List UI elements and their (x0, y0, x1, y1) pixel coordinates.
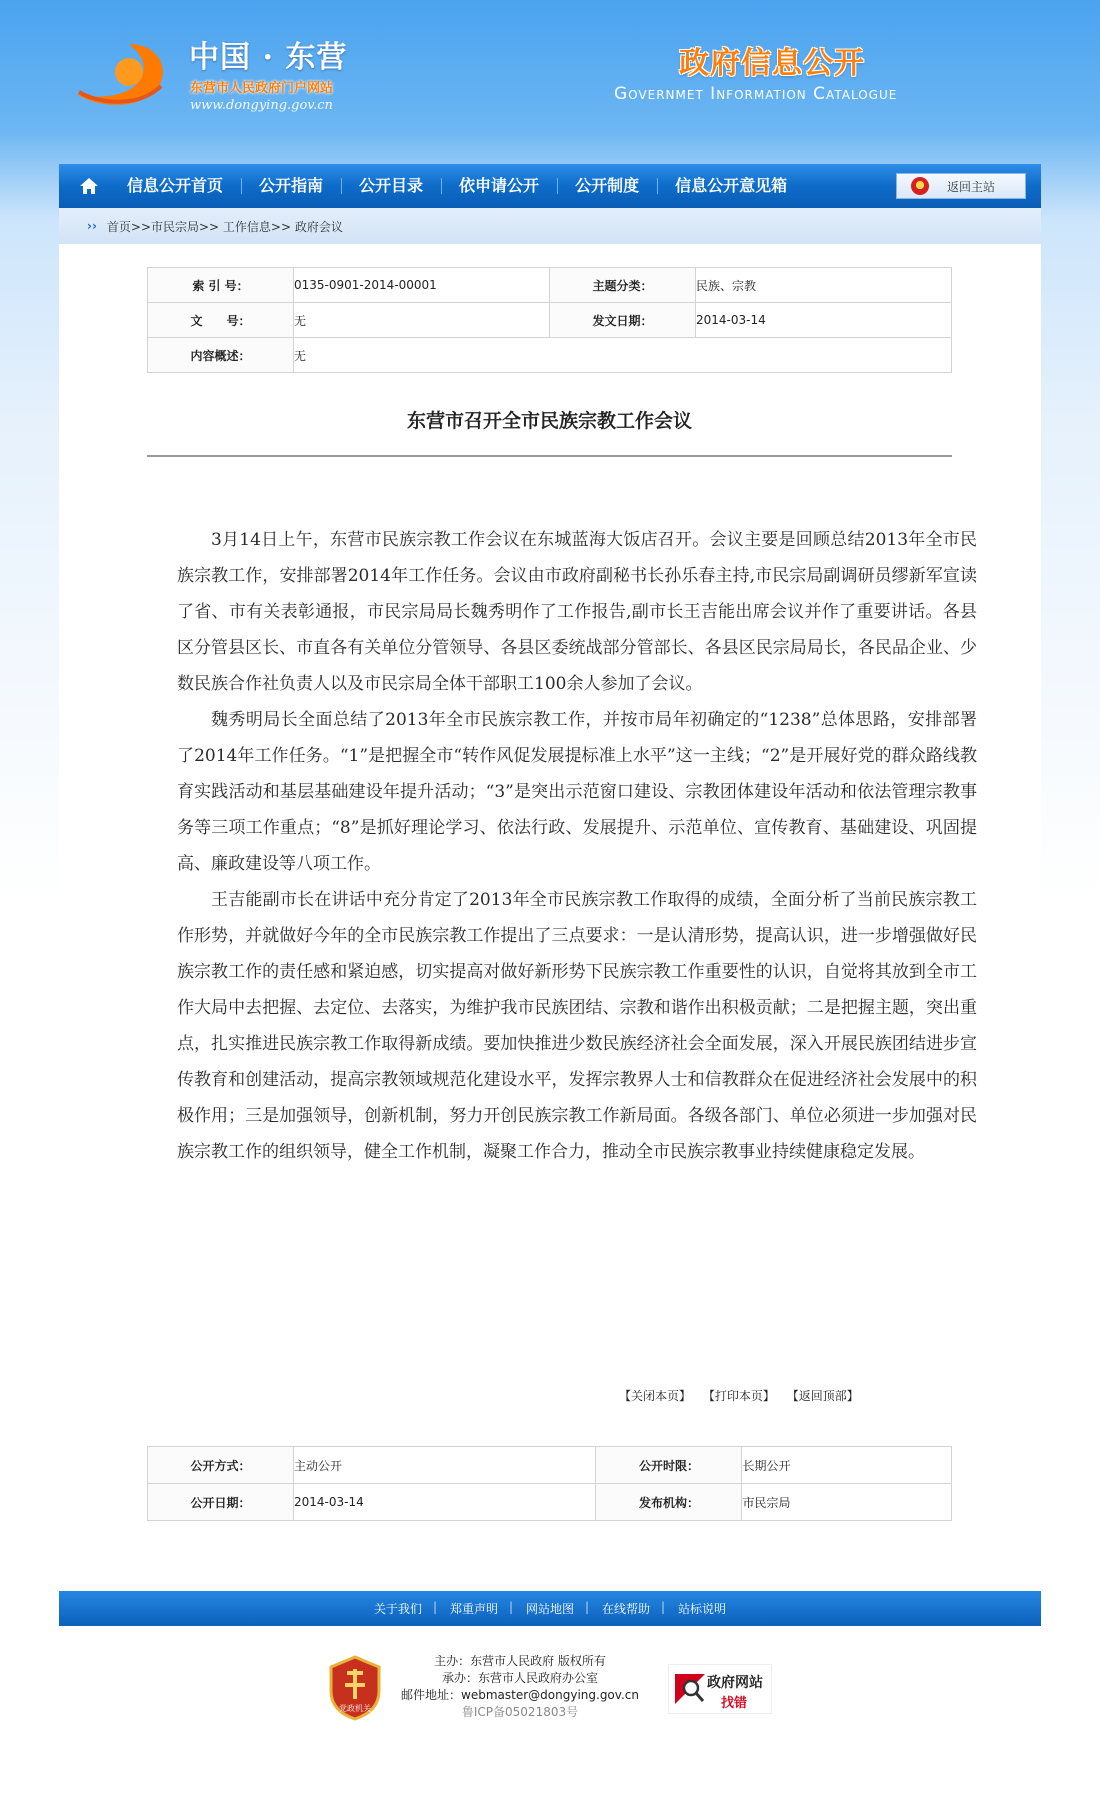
page-actions (619, 1387, 867, 1404)
docno-value: 无 (294, 303, 550, 338)
footer-link-statement[interactable]: | 郑重声明 (436, 1600, 512, 1617)
site-header (59, 0, 1041, 164)
method-value: 主动公开 (294, 1447, 596, 1484)
article-title: 东营市召开全市民族宗教工作会议 (406, 410, 692, 432)
summary-label: 内容概述： (148, 338, 294, 373)
footer-organizer: 承办：东营市人民政府办公室 (441, 1671, 598, 1685)
nav-item-home[interactable]: 信息公开首页 (127, 176, 224, 195)
date-label: 发文日期： (550, 303, 696, 338)
index-value: 0135-0901-2014-00001 (294, 268, 550, 303)
logo-swirl-icon (69, 34, 179, 114)
topic-label: 主题分类： (550, 268, 696, 303)
org-value: 市民宗局 (742, 1484, 952, 1521)
nav-item-guide[interactable]: 公开指南 (241, 164, 341, 208)
pubdate-label: 公开日期： (148, 1484, 294, 1521)
badge-caption: 党政机关 (339, 1704, 371, 1713)
breadcrumb (59, 208, 1041, 244)
nav-item-system[interactable]: 公开制度 (557, 164, 657, 208)
logo-subtitle: 东营市人民政府门户网站 (190, 81, 334, 96)
main-nav (59, 164, 1041, 208)
title-divider (147, 455, 952, 457)
period-value: 长期公开 (742, 1447, 952, 1484)
publication-meta-table (147, 1446, 952, 1521)
footer-link-logo-info[interactable]: | 站标说明 (664, 1600, 740, 1617)
footer-nav (59, 1591, 1041, 1626)
method-label: 公开方式： (148, 1447, 294, 1484)
content-panel (59, 244, 1041, 1570)
footer-link-help[interactable]: | 在线帮助 (588, 1600, 664, 1617)
article-paragraph: 王吉能副市长在讲话中充分肯定了2013年全市民族宗教工作取得的成绩，全面分析了当前民族宗教工作形势，并就做好今年的全市民族宗教工作提出了三点要求：一是认清形势，提高认识，进一步增强做好民族宗教工作的责任感和紧迫感，切实提高对做好新形势下民族宗教工作重要性的认识，自觉将其放到全市工作大局中去把握、去定位、去落实，为维护我市民族团结、宗教和谐作出积极贡献；二是把握主题，突出重点，扎实推进民族宗教工作取得新成绩。要加快推进少数民族经济社会全面发展，深入开展民族团结进步宣传教育和创建活动，提高宗教领域规范化建设水平，发挥宗教界人士和信教群众在促进经济社会发展中的积极作用；三是加强领导，创新机制，努力开创民族宗教工作新局面。各级各部门、单位必须进一步加强对民族宗教工作的组织领导，健全工作机制，凝聚工作合力，推动全市民族宗教事业持续健康稳定发展。 (177, 890, 977, 1162)
document-meta-table (147, 267, 952, 373)
index-label: 索 引 号： (148, 268, 294, 303)
date-value: 2014-03-14 (696, 303, 952, 338)
summary-value: 无 (294, 338, 952, 373)
footer-icp[interactable]: 鲁ICP备05021803号 (461, 1705, 579, 1719)
article-paragraph: 3月14日上午，东营市民族宗教工作会议在东城蓝海大饭店召开。会议主要是回顾总结2013年全市民族宗教工作，安排部署2014年工作任务。会议由市政府副秘书长孙乐春主持,市民宗局副调研员缪新军宣读了省、市有关表彰通报，市民宗局局长魏秀明作了工作报告,副市长王吉能出席会议并作了重要讲话。各县区分管县区长、市直各有关单位分管领导、各县区委统战部分管部长、各县区民宗局局长，各民品企业、少数民族合作社负责人以及市民宗局全体干部职工100余人参加了会议。 (177, 530, 977, 694)
breadcrumb-arrow-icon: ›› (87, 219, 97, 233)
docno-label: 文 号： (148, 303, 294, 338)
footer-email[interactable]: 邮件地址：webmaster@dongying.gov.cn (401, 1688, 639, 1702)
error-report-sub: 找错 (721, 1696, 748, 1711)
breadcrumb-text[interactable]: 首页>>市民宗局>> 工作信息>> 政府会议 (106, 219, 343, 234)
article-paragraph: 魏秀明局长全面总结了2013年全市民族宗教工作，并按市局年初确定的“1238”总体思路，安排部署了2014年工作任务。“1”是把握全市“转作风促发展提标准上水平”这一主线；“2”是开展好党的群众路线教育实践活动和基层基础建设年提升活动；“3”是突出示范窗口建设、宗教团体建设年活动和依法管理宗教事务等三项工作重点；“8”是抓好理论学习、依法行政、发展提升、示范单位、宣传教育、基础建设、巩固提高、廉政建设等八项工作。 (177, 710, 977, 874)
back-to-main-button[interactable] (896, 173, 1026, 199)
close-page-link[interactable]: 【关闭本页】 (619, 1389, 692, 1403)
footer-host: 主办：东营市人民政府 版权所有 (434, 1654, 606, 1668)
error-report-title: 政府网站 (707, 1675, 763, 1691)
period-label: 公开时限： (596, 1447, 742, 1484)
section-subtitle: Governmet Information Catalogue (614, 84, 898, 104)
topic-value: 民族、宗教 (696, 268, 952, 303)
website-error-report-button[interactable] (668, 1664, 772, 1714)
section-title: 政府信息公开 (679, 46, 865, 81)
home-icon[interactable] (79, 177, 99, 195)
nav-item-catalog[interactable]: 公开目录 (341, 164, 441, 208)
logo-title[interactable]: 中国 · 东营 (189, 40, 348, 75)
pubdate-value: 2014-03-14 (294, 1484, 596, 1521)
logo-url: www.dongying.gov.cn (190, 98, 333, 113)
nav-item-apply[interactable]: 依申请公开 (441, 164, 557, 208)
footer-info (360, 1653, 680, 1721)
footer-link-about[interactable]: 关于我们 (373, 1602, 422, 1616)
magnifier-icon (675, 1674, 705, 1704)
org-label: 发布机构： (596, 1484, 742, 1521)
print-page-link[interactable]: 【打印本页】 (702, 1389, 775, 1403)
back-to-main-label: 返回主站 (947, 179, 996, 194)
footer-link-sitemap[interactable]: | 网站地图 (512, 1600, 588, 1617)
nav-item-feedback[interactable]: 信息公开意见箱 (657, 164, 805, 208)
national-emblem-icon (911, 177, 929, 195)
back-to-top-link[interactable]: 【返回顶部】 (786, 1389, 859, 1403)
article-body (177, 522, 977, 1170)
